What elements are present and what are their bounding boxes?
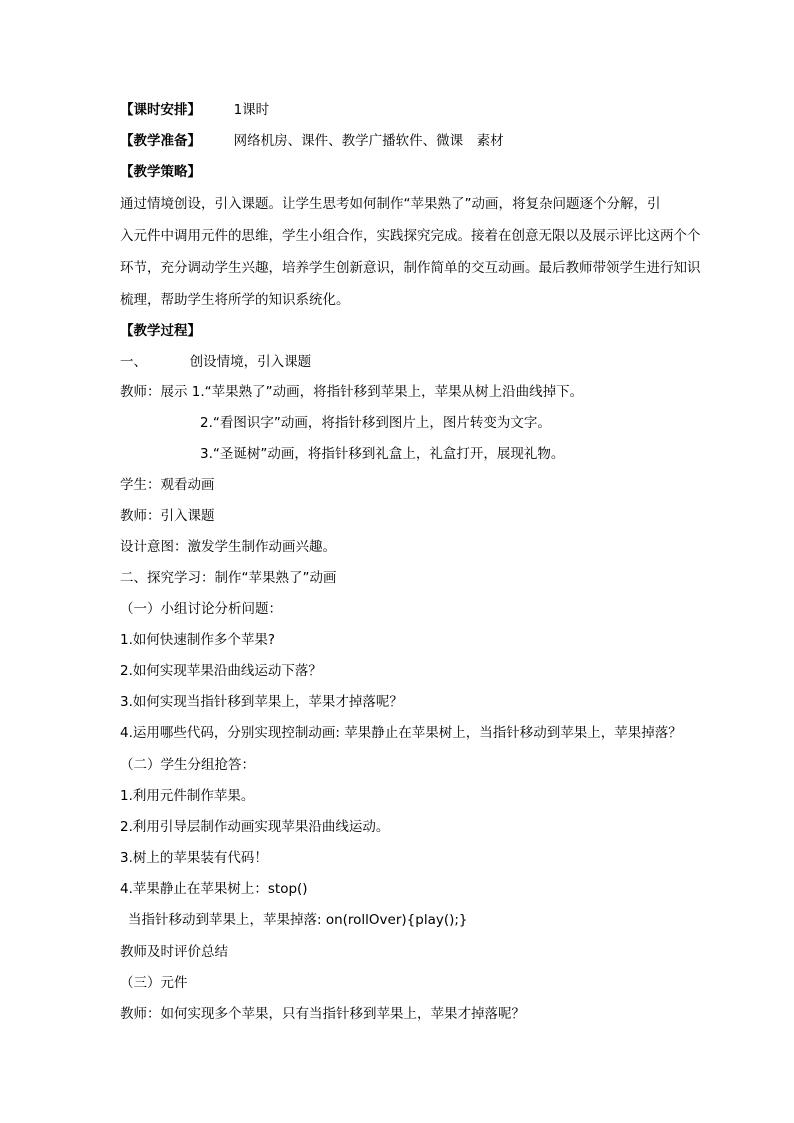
design-intent: 设计意图：激发学生制作动画兴趣。 — [120, 539, 336, 555]
schedule-row — [120, 100, 269, 120]
question-item: 1.如何快速制作多个苹果? — [120, 632, 276, 648]
answer-item: 2.利用引导层制作动画实现苹果沿曲线运动。 — [120, 819, 390, 835]
student-line: 学生：观看动画 — [120, 477, 215, 493]
answer-item: 3.树上的苹果装有代码！ — [120, 850, 268, 866]
demo-item: 3.“圣诞树”动画，将指针移到礼盒上，礼盒打开，展现礼物。 — [200, 446, 565, 462]
final-question: 教师：如何实现多个苹果，只有当指针移到苹果上，苹果才掉落呢？ — [120, 1006, 525, 1022]
answer-item: 当指针移动到苹果上，苹果掉落: on(rollOver){play();} — [128, 912, 468, 928]
answer-item: 4.苹果静止在苹果树上：stop() — [120, 881, 308, 897]
strategy-line-3: 环节，充分调动学生兴趣，培养学生创新意识，制作简单的交互动画。最后教师带领学生进行知识 — [120, 260, 701, 276]
question-item: 2.如何实现苹果沿曲线运动下落？ — [120, 663, 322, 679]
section1-title: 创设情境，引入课题 — [189, 354, 312, 370]
schedule-label: 【课时安排】 — [120, 102, 201, 118]
question-item: 4.运用哪些代码，分别实现控制动画: 苹果静止在苹果树上，当指针移动到苹果上，苹果掉落？ — [120, 725, 682, 741]
prep-label: 【教学准备】 — [120, 133, 201, 149]
prep-value: 网络机房、课件、教学广播软件、微课 素材 — [233, 133, 504, 149]
demo-item: 2.“看图识字”动画，将指针移到图片上，图片转变为文字。 — [200, 415, 551, 431]
strategy-heading: 【教学策略】 — [120, 164, 201, 180]
question-item: 3.如何实现当指针移到苹果上，苹果才掉落呢？ — [120, 694, 403, 710]
schedule-value: 1课时 — [233, 102, 270, 118]
strategy-line-4: 梳理，帮助学生将所学的知识系统化。 — [120, 292, 350, 308]
demo-item: 1.“苹果熟了”动画，将指针移到苹果上，苹果从树上沿曲线掉下。 — [191, 384, 584, 400]
subsection-2: （二）学生分组抢答： — [120, 757, 255, 773]
teacher-summary: 教师及时评价总结 — [120, 944, 228, 960]
teacher-line: 教师：引入课题 — [120, 508, 215, 524]
subsection-3: （三）元件 — [120, 975, 188, 991]
demo-row-1 — [120, 382, 583, 402]
answer-item: 1.利用元件制作苹果。 — [120, 788, 255, 804]
strategy-line-1: 通过情境创设，引入课题。让学生思考如何制作“苹果熟了”动画，将复杂问题逐个分解，引 — [120, 196, 661, 212]
prep-row — [120, 131, 504, 151]
section1-number: 一、 — [120, 354, 147, 370]
strategy-line-2: 入元件中调用元件的思维，学生小组合作，实践探究完成。接着在创意无限以及展示评比这两个个 — [120, 228, 701, 244]
demo-prefix: 教师：展示 — [120, 384, 188, 400]
subsection-1: （一）小组讨论分析问题： — [120, 601, 282, 617]
section1-heading — [120, 352, 311, 372]
section2-heading: 二、探究学习：制作“苹果熟了”动画 — [120, 570, 337, 586]
process-heading: 【教学过程】 — [120, 323, 201, 339]
